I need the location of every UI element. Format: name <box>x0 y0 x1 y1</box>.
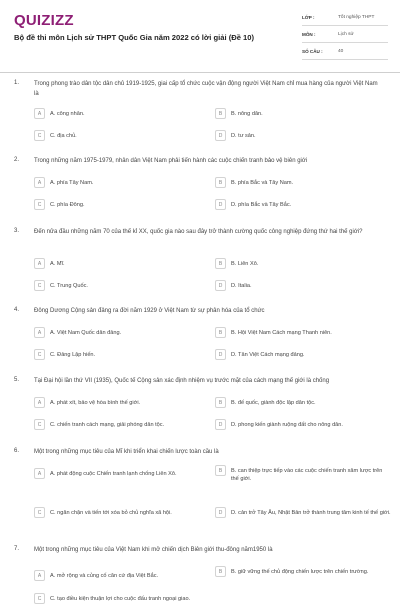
option-letter-box: D <box>215 130 226 141</box>
option-a[interactable] <box>34 468 200 479</box>
option-text: B. Liên Xô. <box>231 260 259 267</box>
meta-row-subject <box>302 28 388 43</box>
option-letter-box: D <box>215 199 226 210</box>
option-text: C. Đảng Lập hiến. <box>50 351 96 358</box>
option-text: C. ngăn chặn và tiến tới xóa bỏ chủ nghĩa xã hội. <box>50 509 172 516</box>
question-text: Đến nửa đầu những năm 70 của thế kỉ XX, quốc gia nào sau đây trở thành cường quốc công nghiệp đứng thứ hai thế giới? <box>34 229 363 235</box>
option-d[interactable] <box>215 130 391 141</box>
meta-value: 40 <box>338 49 344 54</box>
option-letter-box: D <box>215 507 226 518</box>
option-d[interactable] <box>215 280 391 291</box>
option-letter-box: C <box>34 593 45 604</box>
option-letter-box: B <box>215 177 226 188</box>
option-b[interactable] <box>215 327 391 338</box>
option-text: D. Italia. <box>231 282 252 289</box>
option-letter-box: A <box>34 108 45 119</box>
option-letter-box: A <box>34 468 45 479</box>
option-a[interactable] <box>34 397 200 408</box>
option-d[interactable] <box>215 199 391 210</box>
question-text: Trong phong trào dân tộc dân chủ 1919-1925, giai cấp tổ chức cuộc vận động người Việt Nam chỉ mua hàng của người Việt Nam là <box>34 81 378 97</box>
option-c[interactable] <box>34 419 200 430</box>
meta-label: LỚP : <box>302 15 315 20</box>
header-divider <box>0 72 400 73</box>
option-letter-box: B <box>215 397 226 408</box>
option-b[interactable] <box>215 177 391 188</box>
meta-row-count <box>302 45 388 60</box>
option-b[interactable] <box>215 397 391 408</box>
meta-label: MÔN : <box>302 32 316 37</box>
question-text: Tại Đại hội lần thứ VII (1935), Quốc tế Cộng sản xác định nhiệm vụ trước mặt của cách mạng thế giới là chống <box>34 378 330 384</box>
option-letter-box: B <box>215 108 226 119</box>
option-c[interactable] <box>34 593 200 604</box>
option-text: A. công nhân. <box>50 110 85 117</box>
option-a[interactable] <box>34 108 200 119</box>
option-letter-box: B <box>215 327 226 338</box>
option-text: A. Việt Nam Quốc dân đảng. <box>50 329 122 336</box>
option-c[interactable] <box>34 507 200 518</box>
question-text: Đông Dương Cộng sản đảng ra đời năm 1929 ở Việt Nam từ sự phân hóa của tổ chức <box>34 308 265 314</box>
option-text: B. phía Bắc và Tây Nam. <box>231 179 294 186</box>
option-a[interactable] <box>34 570 200 581</box>
option-letter-box: C <box>34 130 45 141</box>
option-text: C. tạo điều kiện thuận lợi cho cuộc đấu tranh ngoại giao. <box>50 595 191 602</box>
option-d[interactable] <box>215 349 391 360</box>
option-text: D. tư sản. <box>231 132 256 139</box>
question-text: Một trong những mục tiêu của Việt Nam khi mở chiến dịch Biên giới thu-đông năm1950 là <box>34 547 273 553</box>
option-text: B. nông dân. <box>231 110 263 117</box>
meta-value: Lịch sử <box>338 32 354 37</box>
question-number: 5. <box>14 377 20 383</box>
option-letter-box: A <box>34 397 45 408</box>
option-text: A. phát xít, bảo vệ hòa bình thế giới. <box>50 399 141 406</box>
option-text: B. Hội Việt Nam Cách mạng Thanh niên. <box>231 329 332 336</box>
option-c[interactable] <box>34 199 200 210</box>
meta-label: SỐ CÂU : <box>302 49 323 54</box>
option-letter-box: D <box>215 280 226 291</box>
option-text: A. Mĩ. <box>50 260 65 267</box>
option-text: A. mở rộng và củng cố căn cứ địa Việt Bắc. <box>50 572 159 579</box>
option-text: C. chiến tranh cách mạng, giải phóng dân tộc. <box>50 421 165 428</box>
option-text: C. địa chủ. <box>50 132 77 139</box>
option-a[interactable] <box>34 177 200 188</box>
option-c[interactable] <box>34 349 200 360</box>
option-letter-box: A <box>34 177 45 188</box>
option-text: B. can thiệp trực tiếp vào các cuộc chiến tranh xâm lược trên thế giới. <box>231 467 383 482</box>
option-a[interactable] <box>34 258 200 269</box>
option-text: D. cản trở Tây Âu, Nhật Bản trở thành trung tâm kinh tế thế giới. <box>231 509 391 516</box>
option-text: C. phía Đông. <box>50 201 85 208</box>
question-number: 7. <box>14 546 20 552</box>
option-letter-box: A <box>34 570 45 581</box>
question-number: 6. <box>14 448 20 454</box>
meta-row-class <box>302 11 388 26</box>
meta-value: Tốt nghiệp THPT <box>338 15 375 20</box>
option-letter-box: C <box>34 199 45 210</box>
option-letter-box: D <box>215 419 226 430</box>
option-letter-box: B <box>215 258 226 269</box>
option-letter-box: A <box>34 258 45 269</box>
option-text: D. phong kiến giành ruộng đất cho nông dân. <box>231 421 343 428</box>
option-letter-box: B <box>215 566 226 577</box>
option-text: B. đế quốc, giành độc lập dân tộc. <box>231 399 316 406</box>
option-letter-box: C <box>34 507 45 518</box>
option-c[interactable] <box>34 280 200 291</box>
option-b[interactable] <box>215 108 391 119</box>
page-title: Bộ đề thi môn Lịch sử THPT Quốc Gia năm 2022 có lời giải (Đề 10) <box>14 33 255 42</box>
question-text: Một trong những mục tiêu của Mĩ khi triển khai chiến lược toàn cầu là <box>34 449 219 455</box>
option-letter-box: C <box>34 349 45 360</box>
option-text: A. phía Tây Nam. <box>50 179 94 186</box>
option-text: D. Tân Việt Cách mạng đảng. <box>231 351 305 358</box>
option-letter-box: A <box>34 327 45 338</box>
question-number: 1. <box>14 80 20 86</box>
option-a[interactable] <box>34 327 200 338</box>
meta-panel <box>302 11 388 62</box>
option-text: A. phát động cuộc Chiến tranh lạnh chống Liên Xô. <box>50 470 177 477</box>
option-text: D. phía Bắc và Tây Bắc. <box>231 201 292 208</box>
option-text: B. giữ vững thế chủ động chiến lược trên chiến trường. <box>231 568 369 575</box>
option-letter-box: C <box>34 419 45 430</box>
question-number: 4. <box>14 307 20 313</box>
option-letter-box: B <box>215 465 226 476</box>
option-letter-box: C <box>34 280 45 291</box>
option-text: C. Trung Quốc. <box>50 282 88 289</box>
option-b[interactable] <box>215 258 391 269</box>
question-number: 3. <box>14 228 20 234</box>
question-text: Trong những năm 1975-1979, nhân dân Việt Nam phải tiến hành các cuộc chiến tranh bảo vệ biên giới <box>34 158 308 164</box>
option-d[interactable] <box>215 419 391 430</box>
logo: QUIZIZZ <box>14 12 74 29</box>
option-letter-box: D <box>215 349 226 360</box>
option-d[interactable] <box>215 507 391 518</box>
option-b[interactable] <box>215 566 391 577</box>
option-c[interactable] <box>34 130 200 141</box>
option-b[interactable] <box>215 465 391 483</box>
question-number: 2. <box>14 157 20 163</box>
